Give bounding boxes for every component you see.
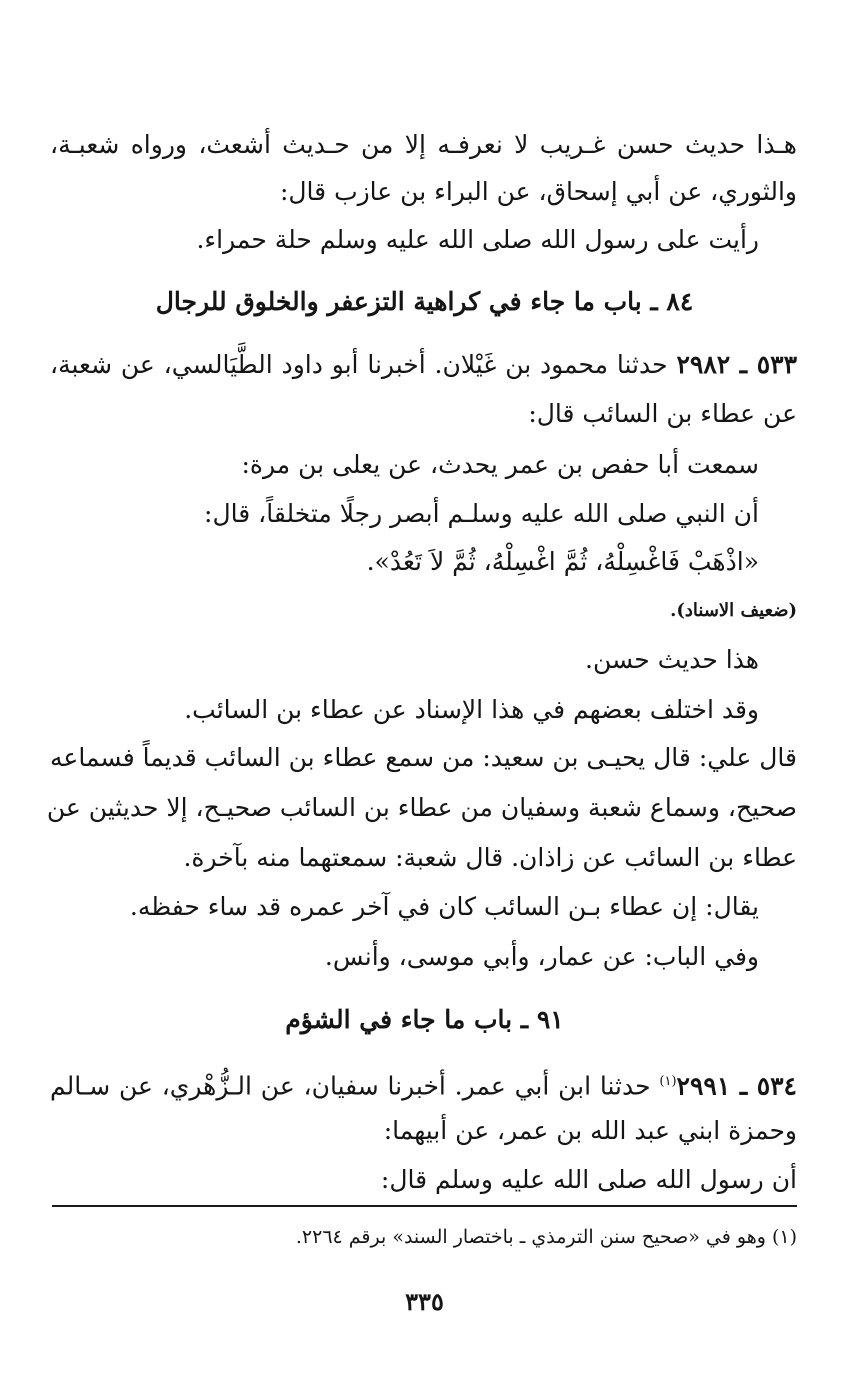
text-line-14: عطاء بن السائب عن زاذان. قال شعبة: سمعتهما منه بآخرة. [183,843,797,872]
hadith-quote: «اذْهَبْ فَاغْسِلْهُ، ثُمَّ اغْسِلْهُ، ثُمَّ لاَ تَعُدْ». [366,547,759,576]
text-line-13: صحيح، وسماع شعبة وسفيان من عطاء بن السائب صحيـح، إلا حديثين عن [46,793,797,822]
footnote-reference: (١) [659,1074,677,1089]
text-line-10: هذا حديث حسن. [585,645,759,674]
hadith-533-line-1 [50,345,797,385]
text-line-6: سمعت أبا حفص بن عمر يحدث، عن يعلى بن مرة: [241,450,759,479]
grading-note: (ضعيف الاسناد). [670,600,797,621]
hadith-text: حدثنا ابن أبي عمر. أخبرنا سفيان، عن الـزُّهْري، عن سـالم [50,1071,651,1101]
hadith-text: حدثنا محمود بن غَيْلان. أخبرنا أبو داود الطَّيَالسي، عن شعبة، [50,350,668,379]
hadith-number: ٥٣٣ ـ ٢٩٨٢ [676,350,798,379]
text-line-3: رأيت على رسول الله صلى الله عليه وسلم حلة حمراء. [196,225,759,254]
text-line-18: وحمزة ابني عبد الله بن عمر، عن أبيهما: [383,1116,797,1145]
text-line-7: أن النبي صلى الله عليه وسلـم أبصر رجلًا متخلقاً، قال: [204,499,759,528]
footnote-divider [52,1205,797,1207]
hadith-534-line-1 [50,1062,797,1106]
chapter-heading-91: ٩١ ـ باب ما جاء في الشؤم [285,1005,564,1034]
text-line-11: وقد اختلف بعضهم في هذا الإسناد عن عطاء بن السائب. [184,695,759,724]
text-line-5: عن عطاء بن السائب قال: [528,399,797,428]
footnote [296,1222,797,1252]
footnote-text: وهو في «صحيح سنن الترمذي ـ باختصار السند» برقم ٢٢٦٤. [295,1226,766,1248]
text-line-19: أن رسول الله صلى الله عليه وسلم قال: [380,1165,797,1194]
text-line-12: قال علي: قال يحيـى بن سعيد: من سمع عطاء بن السائب قديماً فسماعه [50,743,797,772]
text-line-16: وفي الباب: عن عمار، وأبي موسى، وأنس. [324,942,759,971]
hadith-number: ٥٣٤ ـ ٢٩٩١ [676,1071,797,1101]
chapter-heading-84: ٨٤ ـ باب ما جاء في كراهية التزعفر والخلوق للرجال [155,287,694,316]
page-number: ٣٣٥ [405,1287,444,1316]
text-line-1: هـذا حديث حسن غـريب لا نعرفـه إلا من حـديث أشعث، ورواه شعبـة، [50,130,797,159]
text-line-15: يقال: إن عطاء بـن السائب كان في آخر عمره قد ساء حفظه. [129,892,759,921]
footnote-marker: (١) [771,1226,797,1248]
text-line-2: والثوري، عن أبي إسحاق، عن البراء بن عازب قال: [279,177,797,206]
